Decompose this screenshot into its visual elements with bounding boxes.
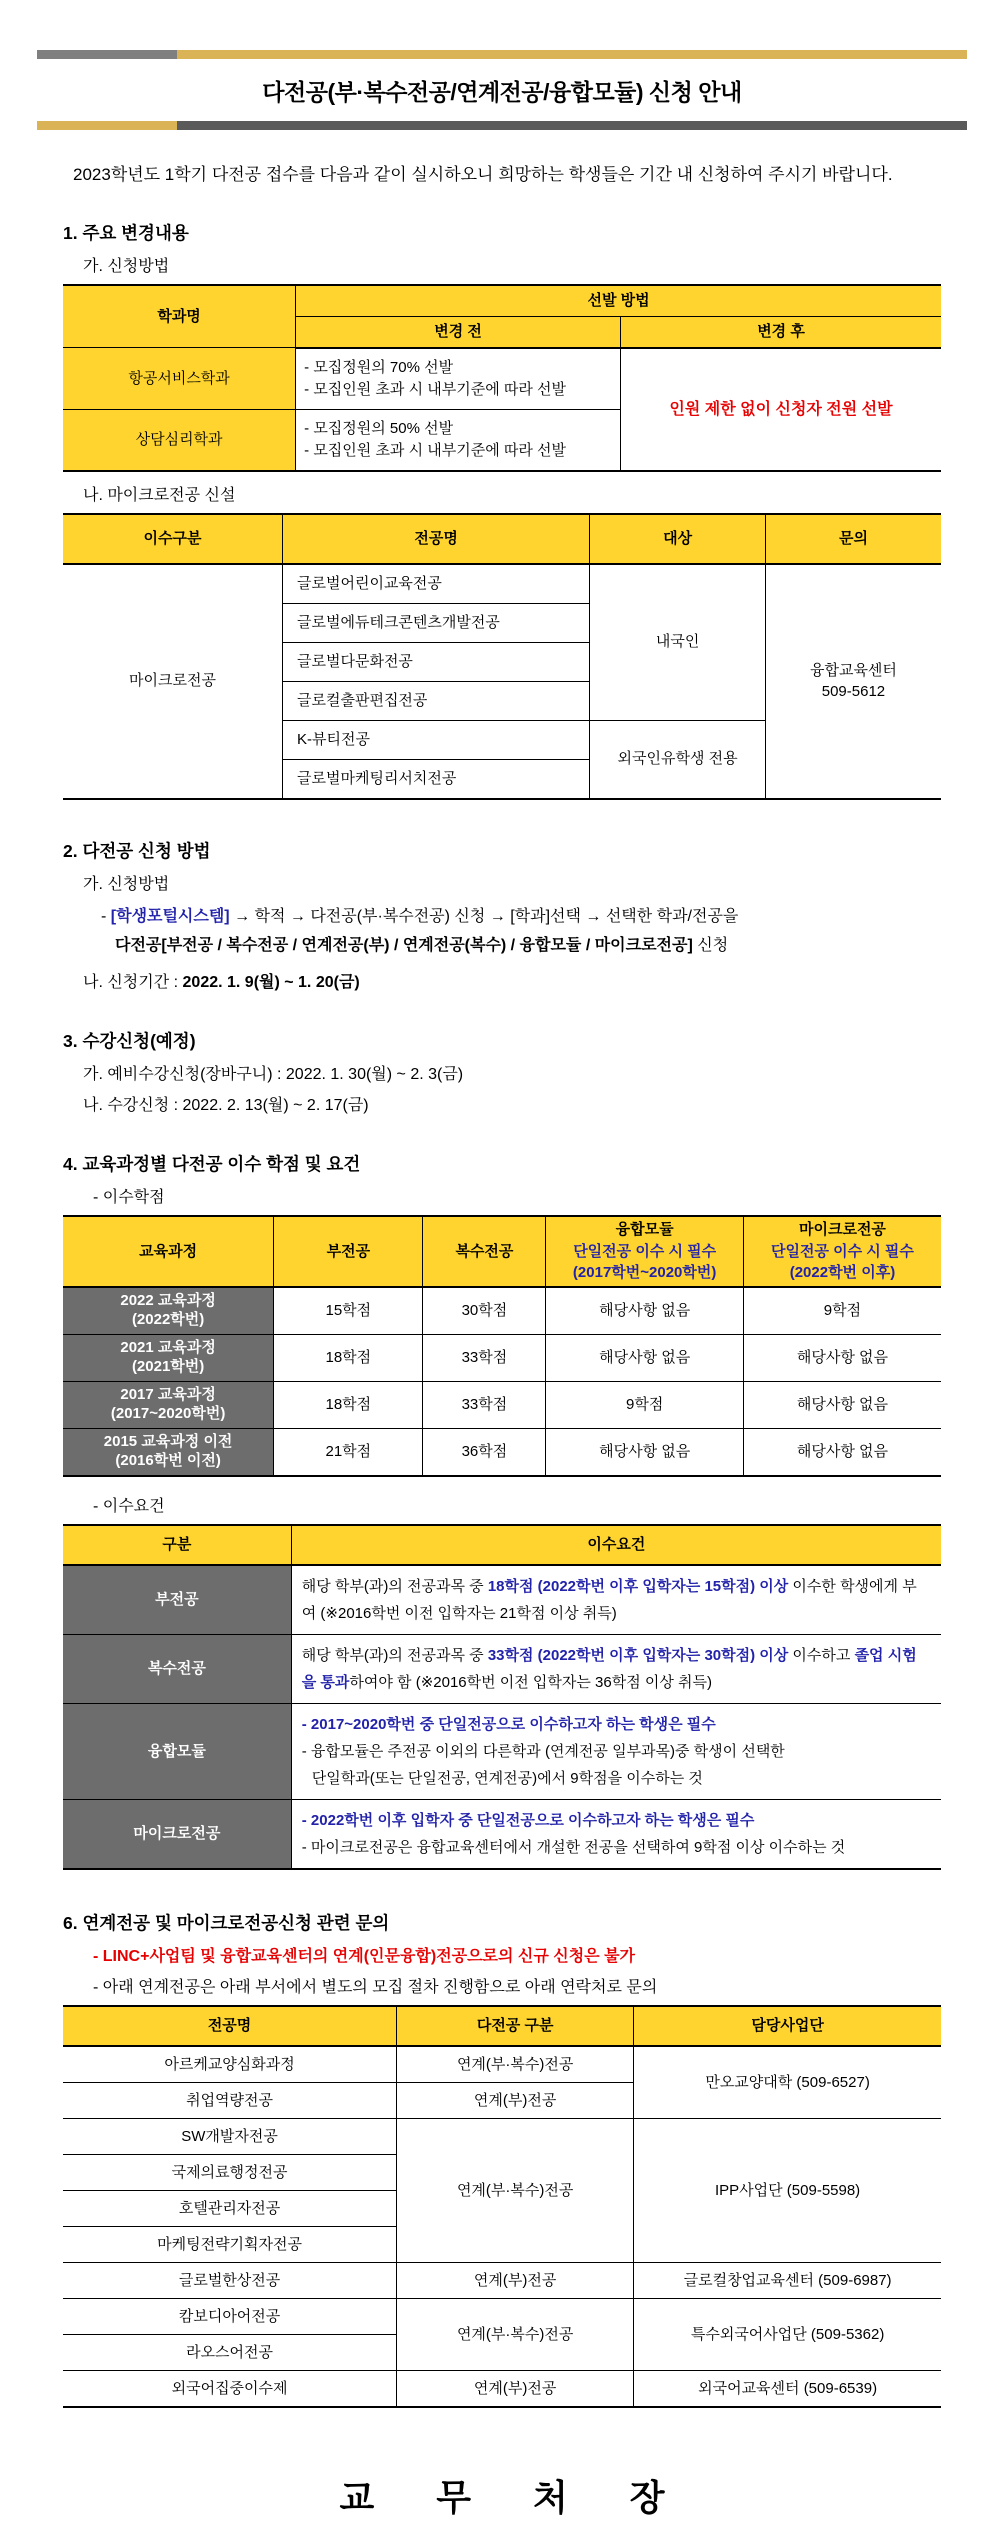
target-domestic-cell: 내국인 [590, 564, 766, 721]
curriculum-name: 2022 교육과정 [120, 1292, 216, 1310]
table-row [63, 1429, 941, 1477]
minor-credits-cell: 15학점 [274, 1287, 423, 1335]
req-text: 해당 학부(과)의 전공과목 중 [301, 1578, 488, 1596]
portal-system-label: [학생포털시스템] [110, 907, 230, 925]
type-cell: 연계(부)전공 [397, 2083, 634, 2119]
fusion-header-cohort: (2017학번~2020학번) [572, 1264, 717, 1282]
flow-steps: → 학적 → 다전공(부·복수전공) 신청 → [학과]선택 → 선택한 학과/전공을 [229, 907, 739, 925]
credit-requirements-table [63, 1215, 941, 1477]
req-text: 해당 학부(과)의 전공과목 중 [301, 1647, 488, 1665]
req-text: 하여야 함 (※2016학번 이전 입학자는 36학점 이상 취득) [349, 1674, 713, 1692]
col-header-multi-major-type: 다전공 구분 [397, 2006, 634, 2046]
major-cell: 호텔관리자전공 [63, 2191, 397, 2227]
requirement-cell [291, 1800, 941, 1870]
signature-dean-of-academic-affairs: 교 무 처 장 [339, 2477, 691, 2519]
type-cell: 연계(부)전공 [397, 2371, 634, 2408]
table-row [63, 1382, 941, 1429]
req-text: 이수한 학생에게 부여 (※2016학번 이전 입학자는 21학점 이상 취득) [301, 1578, 917, 1623]
double-credits-cell: 30학점 [423, 1287, 546, 1335]
req-text: - 마이크로전공은 융합교육센터에서 개설한 전공을 선택하여 9학점 이상 이수하는 것 [301, 1839, 846, 1857]
micro-credits-cell: 해당사항 없음 [743, 1335, 941, 1382]
section-2-sub-a: 가. 신청방법 [83, 875, 170, 893]
table-row [63, 2371, 941, 2408]
micro-credits-cell: 해당사항 없음 [743, 1382, 941, 1429]
micro-header-cohort: (2022학번 이후) [789, 1264, 896, 1282]
section-1-sub-b: 나. 마이크로전공 신설 [83, 486, 236, 504]
org-cell: 외국어교육센터 (509-6539) [634, 2371, 941, 2408]
req-text: 단일학과(또는 단일전공, 연계전공)에서 9학점을 이수하는 것 [311, 1770, 703, 1788]
major-cell: 캄보디아어전공 [63, 2299, 397, 2335]
before-cell [296, 409, 621, 471]
curriculum-cohort: (2016학번 이전) [115, 1452, 221, 1470]
section-6-warning: - LINC+사업팀 및 융합교육센터의 연계(인문융합)전공으로의 신규 신청은 불가 [93, 1948, 635, 1966]
application-period-label: 나. 신청기간 : [83, 973, 183, 991]
type-cell: 연계(부·복수)전공 [397, 2046, 634, 2083]
dash: - [101, 907, 111, 925]
col-header-category: 이수구분 [63, 514, 283, 564]
req-emphasis: - 2017~2020학번 중 단일전공으로 이수하고자 하는 학생은 필수 [301, 1716, 716, 1734]
accent-bar-bottom-gray-segment [177, 121, 968, 130]
curriculum-name: 2021 교육과정 [120, 1339, 216, 1357]
col-header-dept: 학과명 [63, 285, 296, 348]
completion-requirements-table [63, 1524, 941, 1870]
section-4-heading: 4. 교육과정별 다전공 이수 학점 및 요건 [63, 1153, 361, 1174]
curriculum-cohort: (2017~2020학번) [110, 1405, 226, 1423]
col-header-curriculum: 교육과정 [63, 1216, 274, 1287]
contact-table [63, 2005, 941, 2408]
accent-bar-top-gold-segment [177, 50, 968, 59]
major-cell: 아르케교양심화과정 [63, 2046, 397, 2083]
double-credits-cell: 33학점 [423, 1335, 546, 1382]
col-header-minor: 부전공 [274, 1216, 423, 1287]
micro-header-title: 마이크로전공 [798, 1220, 886, 1238]
curriculum-cohort: (2022학번) [131, 1311, 205, 1329]
target-foreign-cell: 외국인유학생 전용 [590, 720, 766, 799]
curriculum-name: 2015 교육과정 이전 [103, 1433, 233, 1451]
dept-cell: 항공서비스학과 [63, 348, 296, 410]
col-header-type: 구분 [63, 1525, 291, 1565]
accent-bar-bottom [37, 121, 967, 130]
col-header-after: 변경 후 [621, 316, 941, 348]
minor-credits-cell: 18학점 [274, 1335, 423, 1382]
req-emphasis: 18학점 (2022학번 이후 입학자는 15학점) 이상 [487, 1578, 789, 1596]
double-credits-cell: 33학점 [423, 1382, 546, 1429]
table-row [63, 2299, 941, 2335]
dept-cell: 상담심리학과 [63, 409, 296, 471]
col-header-major-name: 전공명 [63, 2006, 397, 2046]
requirement-cell [291, 1565, 941, 1635]
major-cell: 글로벌마케팅리서치전공 [283, 759, 590, 799]
table-row [63, 1287, 941, 1335]
org-cell: 만오교양대학 (509-6527) [634, 2046, 941, 2119]
before-line: - 모집인원 초과 시 내부기준에 따라 선발 [304, 441, 566, 459]
col-header-org: 담당사업단 [634, 2006, 941, 2046]
fusion-credits-cell: 해당사항 없음 [546, 1287, 744, 1335]
org-cell: 글로컬창업교육센터 (509-6987) [634, 2263, 941, 2299]
curriculum-cell [63, 1382, 274, 1429]
table-row [63, 564, 941, 604]
micro-credits-cell: 9학점 [743, 1287, 941, 1335]
table-row [63, 1800, 941, 1870]
req-emphasis: 33학점 (2022학번 이후 입학자는 30학점) 이상 [487, 1647, 789, 1665]
table-row [63, 1635, 941, 1704]
major-cell: 글로벌다문화전공 [283, 642, 590, 681]
page-title: 다전공(부·복수전공/연계전공/융합모듈) 신청 안내 [262, 79, 742, 105]
section-1-sub-a: 가. 신청방법 [83, 257, 170, 275]
fusion-credits-cell: 해당사항 없음 [546, 1429, 744, 1477]
table-row [63, 2119, 941, 2155]
before-cell [296, 348, 621, 410]
type-cell: 연계(부·복수)전공 [397, 2299, 634, 2371]
major-cell: 국제의료행정전공 [63, 2155, 397, 2191]
section-6-note: - 아래 연계전공은 아래 부서에서 별도의 모집 절차 진행함으로 아래 연락처로 문의 [93, 1979, 658, 1997]
section-1-heading: 1. 주요 변경내용 [63, 222, 189, 243]
curriculum-cell [63, 1335, 274, 1382]
major-cell: 라오스어전공 [63, 2335, 397, 2371]
before-line: - 모집정원의 50% 선발 [304, 420, 454, 437]
after-merged-cell: 인원 제한 없이 신청자 전원 선발 [621, 348, 941, 471]
fusion-credits-cell: 해당사항 없음 [546, 1335, 744, 1382]
portal-flow-line [101, 902, 941, 961]
major-cell: 글로벌한상전공 [63, 2263, 397, 2299]
curriculum-cohort: (2021학번) [131, 1358, 205, 1376]
requirements-label: - 이수요건 [93, 1498, 165, 1516]
section-2-sub-b [83, 969, 941, 992]
major-cell: SW개발자전공 [63, 2119, 397, 2155]
col-header-fusion [546, 1216, 744, 1287]
major-cell: 외국어집중이수제 [63, 2371, 397, 2408]
curriculum-name: 2017 교육과정 [120, 1386, 216, 1404]
section-3-sub-a: 가. 예비수강신청(장바구니) : 2022. 1. 30(월) ~ 2. 3(금) [83, 1065, 464, 1083]
type-cell: 마이크로전공 [63, 1800, 291, 1870]
double-credits-cell: 36학점 [423, 1429, 546, 1477]
selection-method-table [63, 284, 941, 472]
type-cell: 연계(부)전공 [397, 2263, 634, 2299]
section-3-heading: 3. 수강신청(예정) [63, 1030, 196, 1051]
table-row [63, 348, 941, 410]
table-row [63, 2046, 941, 2083]
fusion-header-title: 융합모듈 [615, 1220, 674, 1238]
requirement-cell [291, 1635, 941, 1704]
type-cell: 복수전공 [63, 1635, 291, 1704]
major-cell: 글로벌어린이교육전공 [283, 564, 590, 604]
section-6-heading: 6. 연계전공 및 마이크로전공신청 관련 문의 [63, 1913, 390, 1934]
accent-bar-top [37, 50, 967, 59]
accent-bar-top-gray-segment [37, 50, 177, 59]
org-cell: 특수외국어사업단 (509-5362) [634, 2299, 941, 2371]
major-cell: 취업역량전공 [63, 2083, 397, 2119]
micro-header-condition: 단일전공 이수 시 필수 [771, 1242, 914, 1260]
multi-major-options: 다전공[부전공 / 복수전공 / 연계전공(부) / 연계전공(복수) / 융합모듈 / 마이크로전공] [115, 937, 693, 955]
type-cell: 융합모듈 [63, 1704, 291, 1800]
minor-credits-cell: 18학점 [274, 1382, 423, 1429]
contact-line: 융합교육센터 [809, 661, 897, 679]
category-cell: 마이크로전공 [63, 564, 283, 799]
fusion-credits-cell: 9학점 [546, 1382, 744, 1429]
table-row [63, 1565, 941, 1635]
col-header-target: 대상 [590, 514, 766, 564]
col-header-requirement: 이수요건 [291, 1525, 941, 1565]
col-header-micro [743, 1216, 941, 1287]
contact-cell [765, 564, 941, 799]
type-cell: 부전공 [63, 1565, 291, 1635]
curriculum-cell [63, 1429, 274, 1477]
contact-line: 509-5612 [821, 683, 886, 701]
document-body [63, 160, 941, 2521]
req-emphasis: - 2022학번 이후 입학자 중 단일전공으로 이수하고자 하는 학생은 필수 [301, 1812, 755, 1830]
major-cell: K-뷰티전공 [283, 720, 590, 759]
col-header-major: 전공명 [283, 514, 590, 564]
intro-paragraph: 2023학년도 1학기 다전공 접수를 다음과 같이 실시하오니 희망하는 학생들은 기간 내 신청하여 주시기 바랍니다. [73, 165, 893, 184]
credits-label: - 이수학점 [93, 1188, 165, 1206]
section-3-sub-b: 나. 수강신청 : 2022. 2. 13(월) ~ 2. 17(금) [83, 1096, 369, 1114]
micro-credits-cell: 해당사항 없음 [743, 1429, 941, 1477]
req-text: 이수하고 [788, 1647, 855, 1665]
micro-major-table [63, 513, 941, 800]
flow-tail: 신청 [692, 937, 729, 955]
accent-bar-bottom-gold-segment [37, 121, 177, 130]
req-emphasis: 졸업 시험을 통과 [301, 1647, 917, 1692]
section-2-heading: 2. 다전공 신청 방법 [63, 840, 211, 861]
requirement-cell [291, 1704, 941, 1800]
table-row [63, 1335, 941, 1382]
fusion-header-condition: 단일전공 이수 시 필수 [573, 1242, 717, 1260]
minor-credits-cell: 21학점 [274, 1429, 423, 1477]
table-row [63, 1704, 941, 1800]
major-cell: 글로컬출판편집전공 [283, 681, 590, 720]
before-line: - 모집인원 초과 시 내부기준에 따라 선발 [304, 380, 566, 398]
col-header-contact: 문의 [765, 514, 941, 564]
col-header-method: 선발 방법 [296, 285, 941, 317]
type-cell: 연계(부·복수)전공 [397, 2119, 634, 2263]
major-cell: 글로벌에듀테크콘텐츠개발전공 [283, 603, 590, 642]
curriculum-cell [63, 1287, 274, 1335]
col-header-double: 복수전공 [423, 1216, 546, 1287]
org-cell: IPP사업단 (509-5598) [634, 2119, 941, 2263]
col-header-before: 변경 전 [296, 316, 621, 348]
application-period-value: 2022. 1. 9(월) ~ 1. 20(금) [182, 973, 360, 991]
req-text: - 융합모듈은 주전공 이외의 다른학과 (연계전공 일부과목)중 학생이 선택한 [301, 1743, 785, 1761]
table-row [63, 2263, 941, 2299]
major-cell: 마케팅전략기획자전공 [63, 2227, 397, 2263]
before-line: - 모집정원의 70% 선발 [304, 359, 454, 376]
